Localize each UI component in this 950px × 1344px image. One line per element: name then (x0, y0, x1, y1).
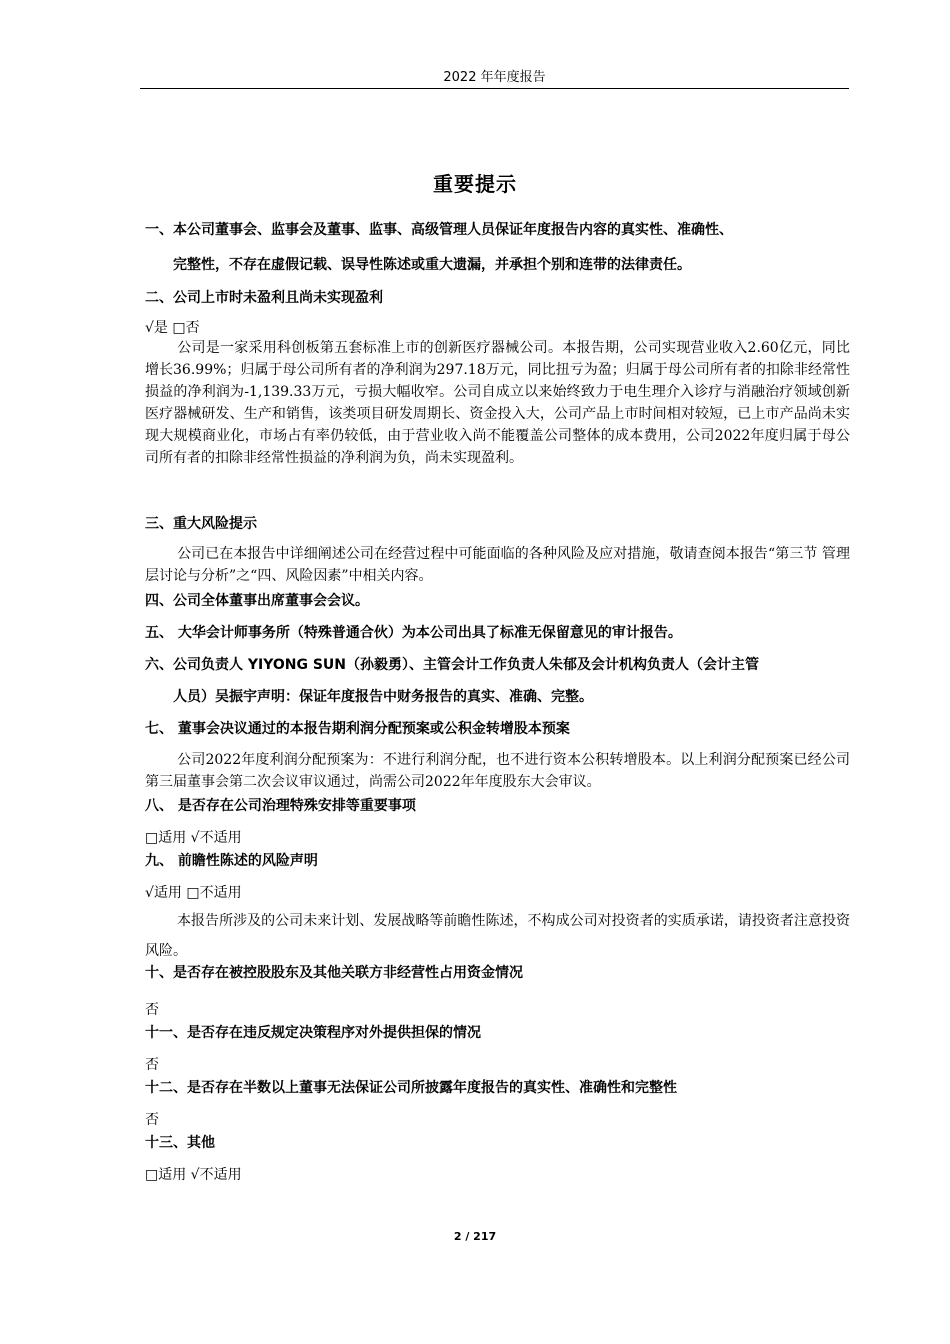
section-3-heading: 三、重大风险提示 (145, 516, 257, 532)
section-9-heading: 九、 前瞻性陈述的风险声明 (145, 853, 318, 869)
section-3-body-text: 公司已在本报告中详细阐述公司在经营过程中可能面临的各种风险及应对措施，敬请查阅本报告“第三节 管理层讨论与分析”之“四、风险因素”中相关内容。 (145, 546, 850, 584)
section-7-body-text: 公司2022年度利润分配预案为：不进行利润分配，也不进行资本公积转增股本。以上利润分配预案已经公司第三届董事会第二次会议审议通过，尚需公司2022年年度股东大会审议。 (145, 752, 850, 790)
section-8-heading: 八、 是否存在公司治理特殊安排等重要事项 (145, 798, 416, 814)
section-7-heading: 七、 董事会决议通过的本报告期利润分配预案或公积金转增股本预案 (145, 721, 570, 737)
section-6-line-1: 六、公司负责人 YIYONG SUN（孙毅勇）、主管会计工作负责人朱郁及会计机构负责人（会计主管 (145, 657, 760, 673)
section-8-option: □适用 √不适用 (145, 830, 242, 846)
section-5-heading: 五、 大华会计师事务所（特殊普通合伙）为本公司出具了标准无保留意见的审计报告。 (145, 625, 682, 641)
section-10-answer: 否 (145, 1002, 159, 1018)
section-6-line-2: 人员）吴振宇声明：保证年度报告中财务报告的真实、准确、完整。 (173, 689, 593, 705)
section-10-heading: 十、是否存在被控股股东及其他关联方非经营性占用资金情况 (145, 965, 523, 981)
section-3-body (145, 543, 850, 587)
section-9-option: √适用 □不适用 (145, 885, 242, 901)
section-1-line-2: 完整性，不存在虚假记载、误导性陈述或重大遗漏，并承担个别和连带的法律责任。 (173, 257, 691, 273)
section-12-heading: 十二、是否存在半数以上董事无法保证公司所披露年度报告的真实性、准确性和完整性 (145, 1080, 677, 1096)
section-13-heading: 十三、其他 (145, 1135, 215, 1151)
section-4-heading: 四、公司全体董事出席董事会会议。 (145, 593, 369, 609)
section-2-body-text: 公司是一家采用科创板第五套标准上市的创新医疗器械公司。本报告期，公司实现营业收入2.60亿元，同比增长36.99%；归属于母公司所有者的净利润为297.18万元，同比扭亏为盈；归属于母公司所有者的扣除非经常性损益的净利润为-1,139.33万元，亏损大幅收窄。公司自成立以来始终致力于电生理介入诊疗与消融治疗领域创新医疗器械研发、生产和销售，该类项目研发周期长、资金投入大，公司产品上市时间相对较短，已上市产品尚未实现大规模商业化，市场占有率仍较低，由于营业收入尚不能覆盖公司整体的成本费用，公司2022年度归属于母公司所有者的扣除非经常性损益的净利润为负，尚未实现盈利。 (145, 340, 850, 466)
section-9-body-text: 本报告所涉及的公司未来计划、发展战略等前瞻性陈述，不构成公司对投资者的实质承诺，请投资者注意投资风险。 (145, 913, 850, 959)
section-7-body (145, 749, 850, 793)
section-13-option: □适用 √不适用 (145, 1167, 242, 1183)
page-number: 2 / 217 (453, 1230, 497, 1243)
section-1-line-1: 一、本公司董事会、监事会及董事、监事、高级管理人员保证年度报告内容的真实性、准确性、 (145, 222, 733, 238)
header-divider (140, 88, 849, 89)
section-2-heading: 二、公司上市时未盈利且尚未实现盈利 (145, 290, 383, 306)
section-2-body (145, 337, 850, 469)
section-2-option: √是 □否 (145, 320, 200, 336)
section-11-answer: 否 (145, 1057, 159, 1073)
page-title: 重要提示 (433, 172, 517, 196)
section-11-heading: 十一、是否存在违反规定决策程序对外提供担保的情况 (145, 1025, 481, 1041)
section-12-answer: 否 (145, 1112, 159, 1128)
section-9-body (145, 906, 850, 966)
report-header: 2022 年年度报告 (443, 70, 546, 85)
